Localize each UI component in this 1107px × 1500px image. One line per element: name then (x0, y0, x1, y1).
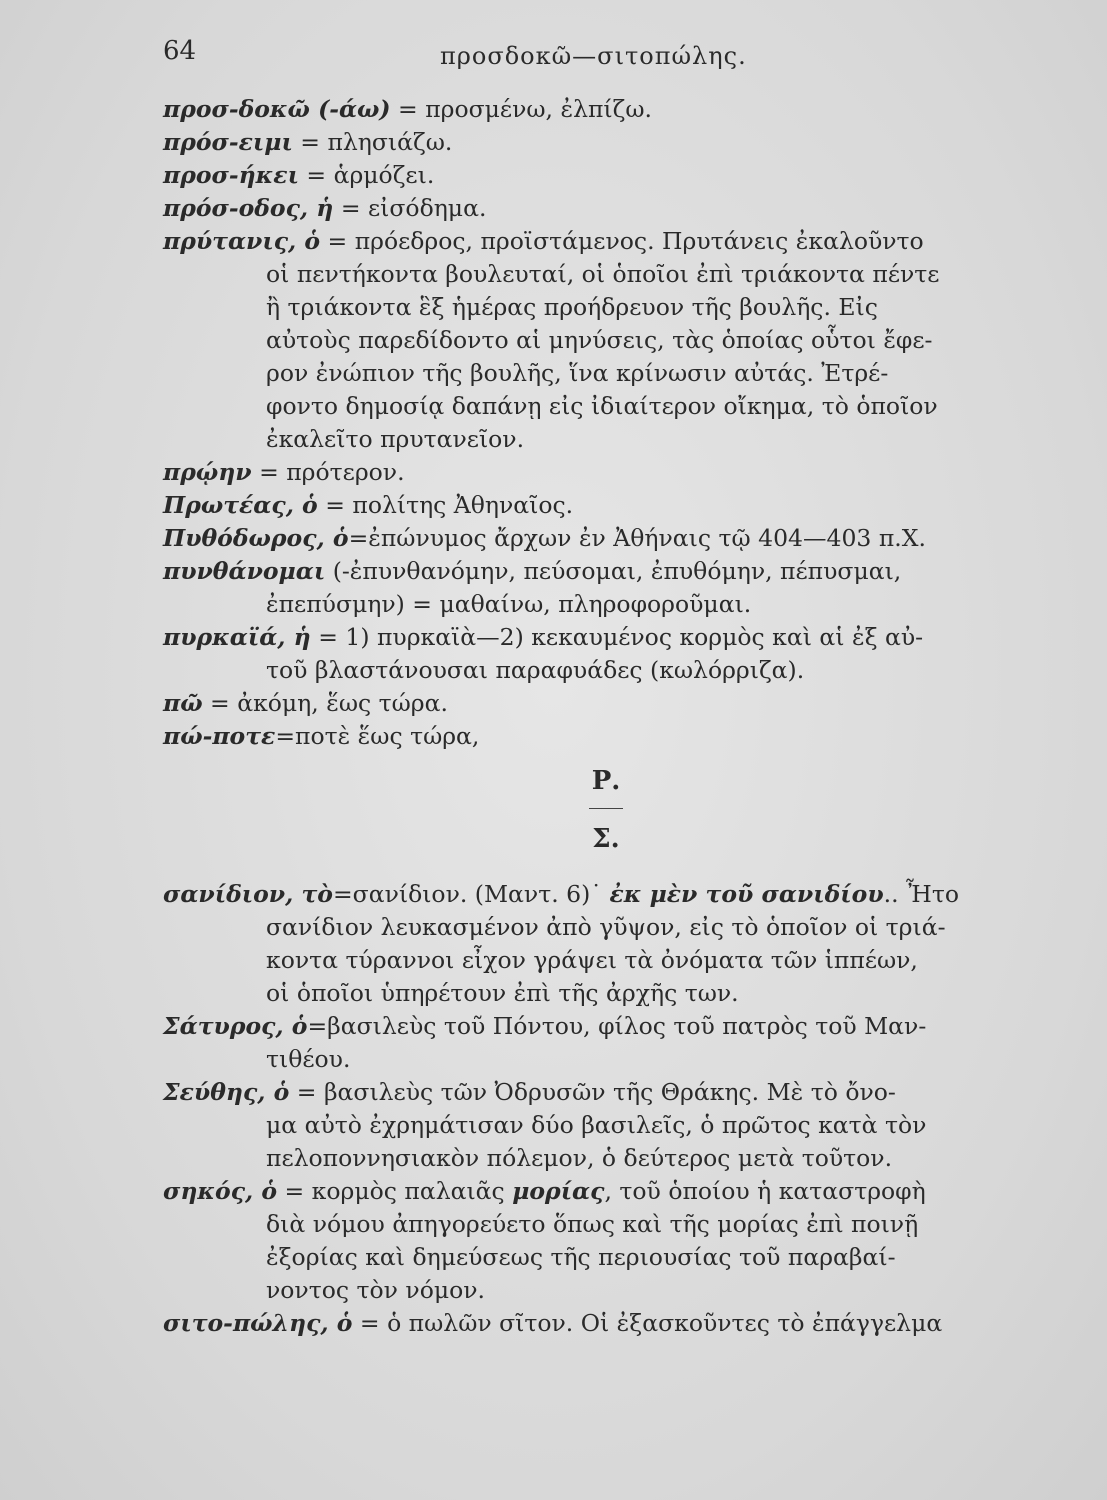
entry-continuation-line: αὐτοὺς παρεδίδοντο αἱ μηνύσεις, τὰς ὁποίας οὗτοι ἔφε- (266, 326, 933, 354)
dictionary-entry (163, 192, 1049, 225)
dictionary-entry (163, 489, 1049, 522)
entry-definition: = βασιλεὺς τῶν Ὀδρυσῶν τῆς Θράκης. Μὲ τὸ ὄνο- (289, 1078, 896, 1106)
entry-continuation-line: διὰ νόμου ἀπηγορεύετο ὅπως καὶ τῆς μορίας ἐπὶ ποινῇ (266, 1210, 919, 1238)
sigma-entries (163, 878, 1049, 1340)
entry-headword: πρῴην (163, 458, 252, 486)
dictionary-entry (163, 456, 1049, 489)
entry-definition: (-ἐπυνθανόμην, πεύσομαι, ἐπυθόμην, πέπυσμαι, (325, 557, 902, 585)
page-number: 64 (163, 36, 197, 66)
entry-continuation-line: ἐκαλεῖτο πρυτανεῖον. (266, 425, 525, 453)
entry-first-line (163, 489, 1049, 522)
entry-headword: πυρκαϊά, ἡ (163, 623, 311, 651)
entry-headword: πρόσ-ειμι (163, 128, 293, 156)
entry-continuation-line: ἐπεπύσμην) = μαθαίνω, πληροφοροῦμαι. (266, 590, 752, 618)
entry-continuation-line: τιθέου. (266, 1045, 351, 1073)
dictionary-entry (163, 522, 1049, 555)
entry-definition: = πολίτης Ἀθηναῖος. (317, 491, 574, 519)
entry-headword: προσ-ήκει (163, 161, 299, 189)
running-head: προσδοκῶ—σιτοπώλης. (440, 42, 747, 70)
entry-continuation-line: μα αὐτὸ ἐχρημάτισαν δύο βασιλεῖς, ὁ πρῶτος κατὰ τὸν (266, 1111, 927, 1139)
entry-headword: πρύτανις, ὁ (163, 227, 321, 255)
dictionary-entry (163, 225, 1049, 456)
entry-headword: Σάτυρος, ὁ (163, 1012, 308, 1040)
dictionary-entry (163, 1307, 1049, 1340)
entry-definition: = ἁρμόζει. (298, 161, 435, 189)
entry-first-line (163, 555, 1049, 588)
dictionary-entry (163, 687, 1049, 720)
entry-first-line (163, 1010, 1049, 1043)
entry-headword: σιτο-πώλης, ὁ (163, 1309, 353, 1337)
entry-first-line (163, 687, 1049, 720)
entry-headword: πώ-ποτε (163, 722, 276, 750)
entry-definition-tail: .. Ἦτο (883, 880, 959, 908)
entry-first-line (163, 1307, 1049, 1340)
entry-definition: =σανίδιον. (Μαντ. 6)˙ (332, 880, 610, 908)
section-heading-rho: Ρ. (591, 766, 621, 796)
entry-headword: σανίδιον, τὸ (163, 880, 333, 908)
dictionary-entry (163, 1076, 1049, 1175)
entry-definition: =ποτὲ ἕως τώρα, (275, 722, 480, 750)
entry-definition-tail: , τοῦ ὁποίου ἡ καταστροφὴ (604, 1177, 926, 1205)
entry-first-line (163, 1175, 1049, 1208)
entry-continuation-line: οἱ πεντήκοντα βουλευταί, οἱ ὁποῖοι ἐπὶ τριάκοντα πέντε (266, 260, 940, 288)
entry-definition: =ἐπώνυμος ἄρχων ἐν Ἀθήναις τῷ 404—403 π.Χ. (348, 524, 926, 552)
entries-list (163, 93, 1049, 1340)
entry-first-line (163, 720, 1049, 753)
entry-headword: Πυθόδωρος, ὁ (163, 524, 349, 552)
entry-first-line (163, 621, 1049, 654)
dictionary-entry (163, 159, 1049, 192)
entry-headword: πρόσ-οδος, ἡ (163, 194, 334, 222)
entry-definition: = προσμένω, ἐλπίζω. (390, 95, 653, 123)
entry-first-line (163, 93, 1049, 126)
entry-first-line (163, 192, 1049, 225)
entry-definition: = πρόεδρος, προϊστάμενος. Πρυτάνεις ἐκαλοῦντο (320, 227, 924, 255)
entry-continuation-line: φοντο δημοσίᾳ δαπάνῃ εἰς ἰδιαίτερον οἴκημα, τὸ ὁποῖον (266, 392, 938, 420)
entry-first-line (163, 456, 1049, 489)
dictionary-entry (163, 126, 1049, 159)
section-heading-sigma: Σ. (592, 824, 620, 854)
dictionary-entry (163, 720, 1049, 753)
entry-first-line (163, 225, 1049, 258)
entry-definition: = πλησιάζω. (292, 128, 453, 156)
dictionary-entry (163, 621, 1049, 687)
entry-first-line (163, 126, 1049, 159)
entry-definition: = ὁ πωλῶν σῖτον. Οἱ ἐξασκοῦντες τὸ ἐπάγγελμα (352, 1309, 943, 1337)
entry-headword: προσ-δοκῶ (-άω) (163, 95, 391, 123)
entry-definition: = κορμὸς παλαιᾶς (277, 1177, 513, 1205)
entry-definition: = εἰσόδημα. (333, 194, 487, 222)
entry-continuation-line: ἐξορίας καὶ δημεύσεως τῆς περιουσίας τοῦ παραβαί- (266, 1243, 896, 1271)
dictionary-entry (163, 93, 1049, 126)
entry-definition: = 1) πυρκαϊὰ—2) κεκαυμένος κορμὸς καὶ αἱ ἐξ αὐ- (310, 623, 924, 651)
entry-headword: Πρωτέας, ὁ (163, 491, 318, 519)
dictionary-entry (163, 1175, 1049, 1307)
entry-headword: σηκός, ὁ (163, 1177, 278, 1205)
dictionary-entry (163, 1010, 1049, 1076)
page-header (0, 36, 1107, 76)
entry-emphasis: ἐκ μὲν τοῦ σανιδίου (609, 880, 884, 908)
entry-continuation-line: οἱ ὁποῖοι ὑπηρέτουν ἐπὶ τῆς ἀρχῆς των. (266, 979, 739, 1007)
entry-continuation-line: κοντα τύραννοι εἶχον γράψει τὰ ὀνόματα τῶν ἱππέων, (266, 946, 918, 974)
entry-first-line (163, 1076, 1049, 1109)
entry-continuation-line: ρον ἐνώπιον τῆς βουλῆς, ἵνα κρίνωσιν αὐτάς. Ἐτρέ- (266, 359, 889, 387)
entry-continuation-line: ἢ τριάκοντα ἓξ ἡμέρας προήδρευον τῆς βουλῆς. Εἰς (266, 293, 878, 321)
entry-definition: = ἀκόμη, ἕως τώρα. (202, 689, 448, 717)
entry-first-line (163, 522, 1049, 555)
entry-continuation-line: σανίδιον λευκασμένον ἀπὸ γῦψον, εἰς τὸ ὁποῖον οἱ τριά- (266, 913, 946, 941)
entry-definition: = πρότερον. (251, 458, 405, 486)
entry-emphasis: μορίας (512, 1177, 605, 1205)
entry-headword: πυνθάνομαι (163, 557, 326, 585)
entry-first-line (163, 878, 1049, 911)
dictionary-entry (163, 878, 1049, 1010)
entry-continuation-line: πελοποννησιακὸν πόλεμον, ὁ δεύτερος μετὰ τοῦτον. (266, 1144, 893, 1172)
entry-continuation-line: τοῦ βλαστάνουσαι παραφυάδες (κωλόρριζα). (266, 656, 805, 684)
entry-definition: =βασιλεὺς τοῦ Πόντου, φίλος τοῦ πατρὸς τοῦ Μαν- (307, 1012, 927, 1040)
entry-first-line (163, 159, 1049, 192)
dictionary-entry (163, 555, 1049, 621)
entry-headword: πῶ (163, 689, 203, 717)
entry-headword: Σεύθης, ὁ (163, 1078, 290, 1106)
section-divider (589, 808, 623, 809)
entry-continuation-line: νοντος τὸν νόμον. (266, 1276, 486, 1304)
rho-entries (163, 93, 1049, 753)
